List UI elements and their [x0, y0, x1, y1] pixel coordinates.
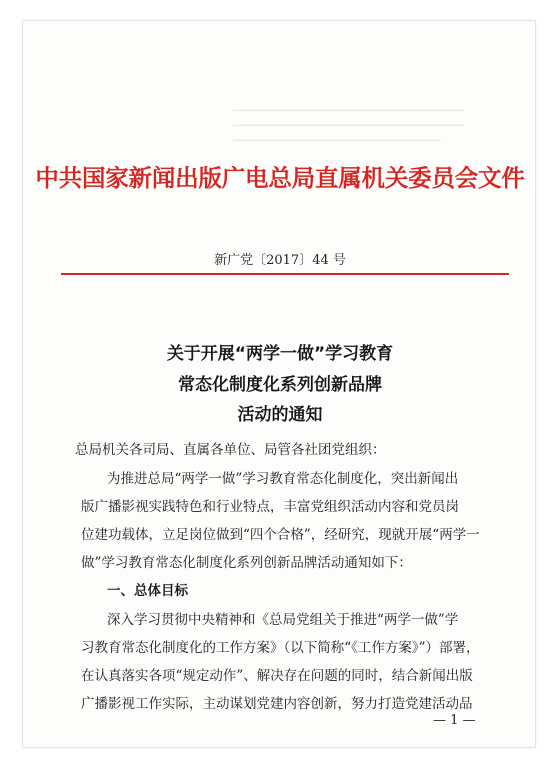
notice-title-line-3: 活动的通知 — [237, 405, 323, 425]
paragraph-1-line-3: 位建功载体，立足岗位做到“四个合格”，经研究，现就开展“两学一 — [81, 527, 480, 543]
document-page — [22, 20, 536, 748]
paragraph-1-line-1: 为推进总局“两学一做”学习教育常态化制度化，突出新闻出 — [107, 471, 459, 487]
notice-title-line-2: 常态化制度化系列创新品牌 — [178, 375, 382, 395]
paragraph-2-line-4: 广播影视工作实际，主动谋划党建内容创新，努力打造党建活动品 — [81, 696, 473, 712]
page-number: — 1 — — [433, 713, 476, 728]
paragraph-2-line-1: 深入学习贯彻中央精神和《总局党组关于推进“两学一做”学 — [107, 612, 459, 628]
paragraph-2-line-3: 在认真落实各项“规定动作”、解决存在问题的同时，结合新闻出版 — [81, 668, 473, 684]
reverse-side-show-through: ▔▔▔▔▔▔▔▔▔▔▔▔▔▔▔▔▔▔▔▔▔▔▔▔▔▔▔▔▔▔ ▔▔▔▔▔▔▔▔▔▔▔▔▔▔▔▔▔▔▔▔▔▔▔▔▔▔▔▔▔▔ ▔▔▔▔▔▔▔▔▔▔▔▔▔▔▔▔▔▔▔▔▔▔▔▔▔▔▔ — [233, 111, 464, 152]
section-1-heading: 一、总体目标 — [107, 583, 188, 599]
notice-title-line-1: 关于开展“两学一做”学习教育 — [166, 344, 394, 364]
red-divider-line — [61, 273, 509, 275]
document-header-title: 中共国家新闻出版广电总局直属机关委员会文件 — [35, 164, 525, 192]
paragraph-1-line-2: 版广播影视实践特色和行业特点，丰富党组织活动内容和党员岗 — [81, 499, 459, 515]
paragraph-2-line-2: 习教育常态化制度化的工作方案》（以下简称“《工作方案》”）部署， — [81, 640, 480, 656]
salutation: 总局机关各司局、直属各单位、局管各社团党组织： — [75, 442, 386, 458]
document-number: 新广党〔2017〕44 号 — [214, 253, 346, 268]
paragraph-1-line-4: 做”学习教育常态化制度化系列创新品牌活动通知如下： — [81, 555, 412, 571]
